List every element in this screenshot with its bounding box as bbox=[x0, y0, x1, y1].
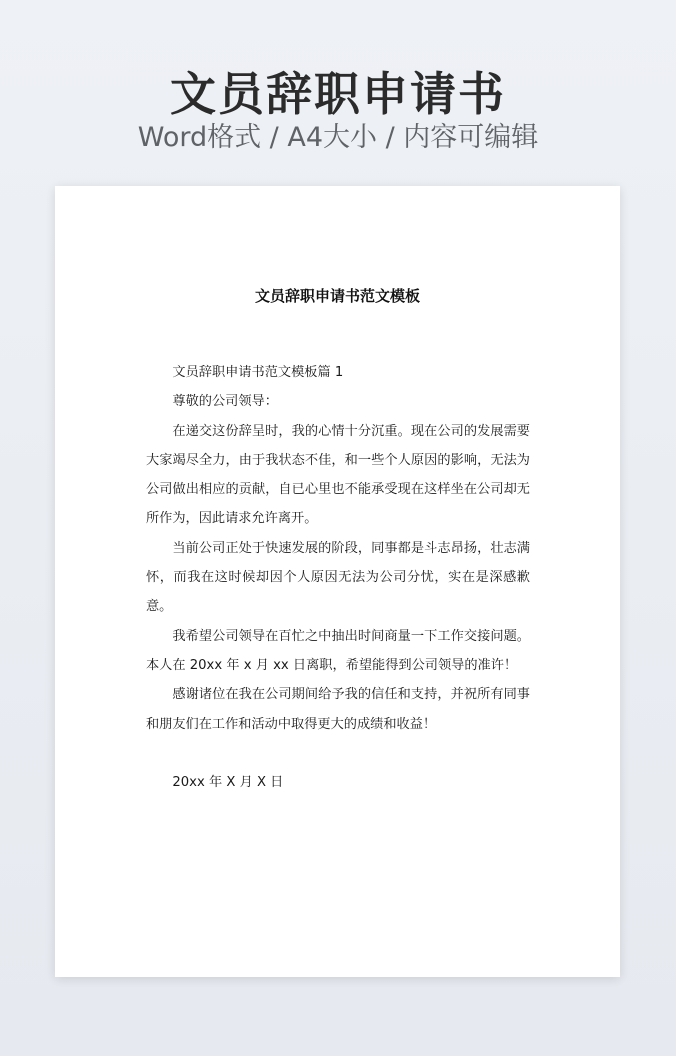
banner-title: 文员辞职申请书 bbox=[170, 67, 506, 121]
banner-subtitle: Word格式 / A4大小 / 内容可编辑 bbox=[137, 122, 539, 153]
salutation: 尊敬的公司领导： bbox=[172, 394, 278, 410]
signature-date: 20xx 年 X 月 X 日 bbox=[172, 774, 284, 790]
body-paragraph-3: 我希望公司领导在百忙之中抽出时间商量一下工作交接问题。本人在 20xx 年 x 月 xx 日离职，希望能得到公司领导的准许！ bbox=[146, 628, 530, 673]
body-paragraph-1: 在递交这份辞呈时，我的心情十分沉重。现在公司的发展需要大家竭尽全力，由于我状态不佳，和一些个人原因的影响，无法为公司做出相应的贡献，自已心里也不能承受现在这样坐在公司却无所作为，因此请求允许离开。 bbox=[146, 423, 530, 527]
body-paragraph-4: 感谢诸位在我在公司期间给予我的信任和支持，并祝所有同事和朋友们在工作和活动中取得更大的成绩和收益！ bbox=[146, 687, 530, 732]
body-paragraph-2: 当前公司正处于快速发展的阶段，同事都是斗志昂扬，壮志满怀，而我在这时候却因个人原因无法为公司分忧，实在是深感歉意。 bbox=[146, 540, 530, 615]
document-title: 文员辞职申请书范文模板 bbox=[254, 287, 420, 305]
document-body bbox=[146, 358, 530, 797]
section-heading: 文员辞职申请书范文模板篇 1 bbox=[172, 365, 344, 380]
document-page bbox=[55, 186, 620, 977]
